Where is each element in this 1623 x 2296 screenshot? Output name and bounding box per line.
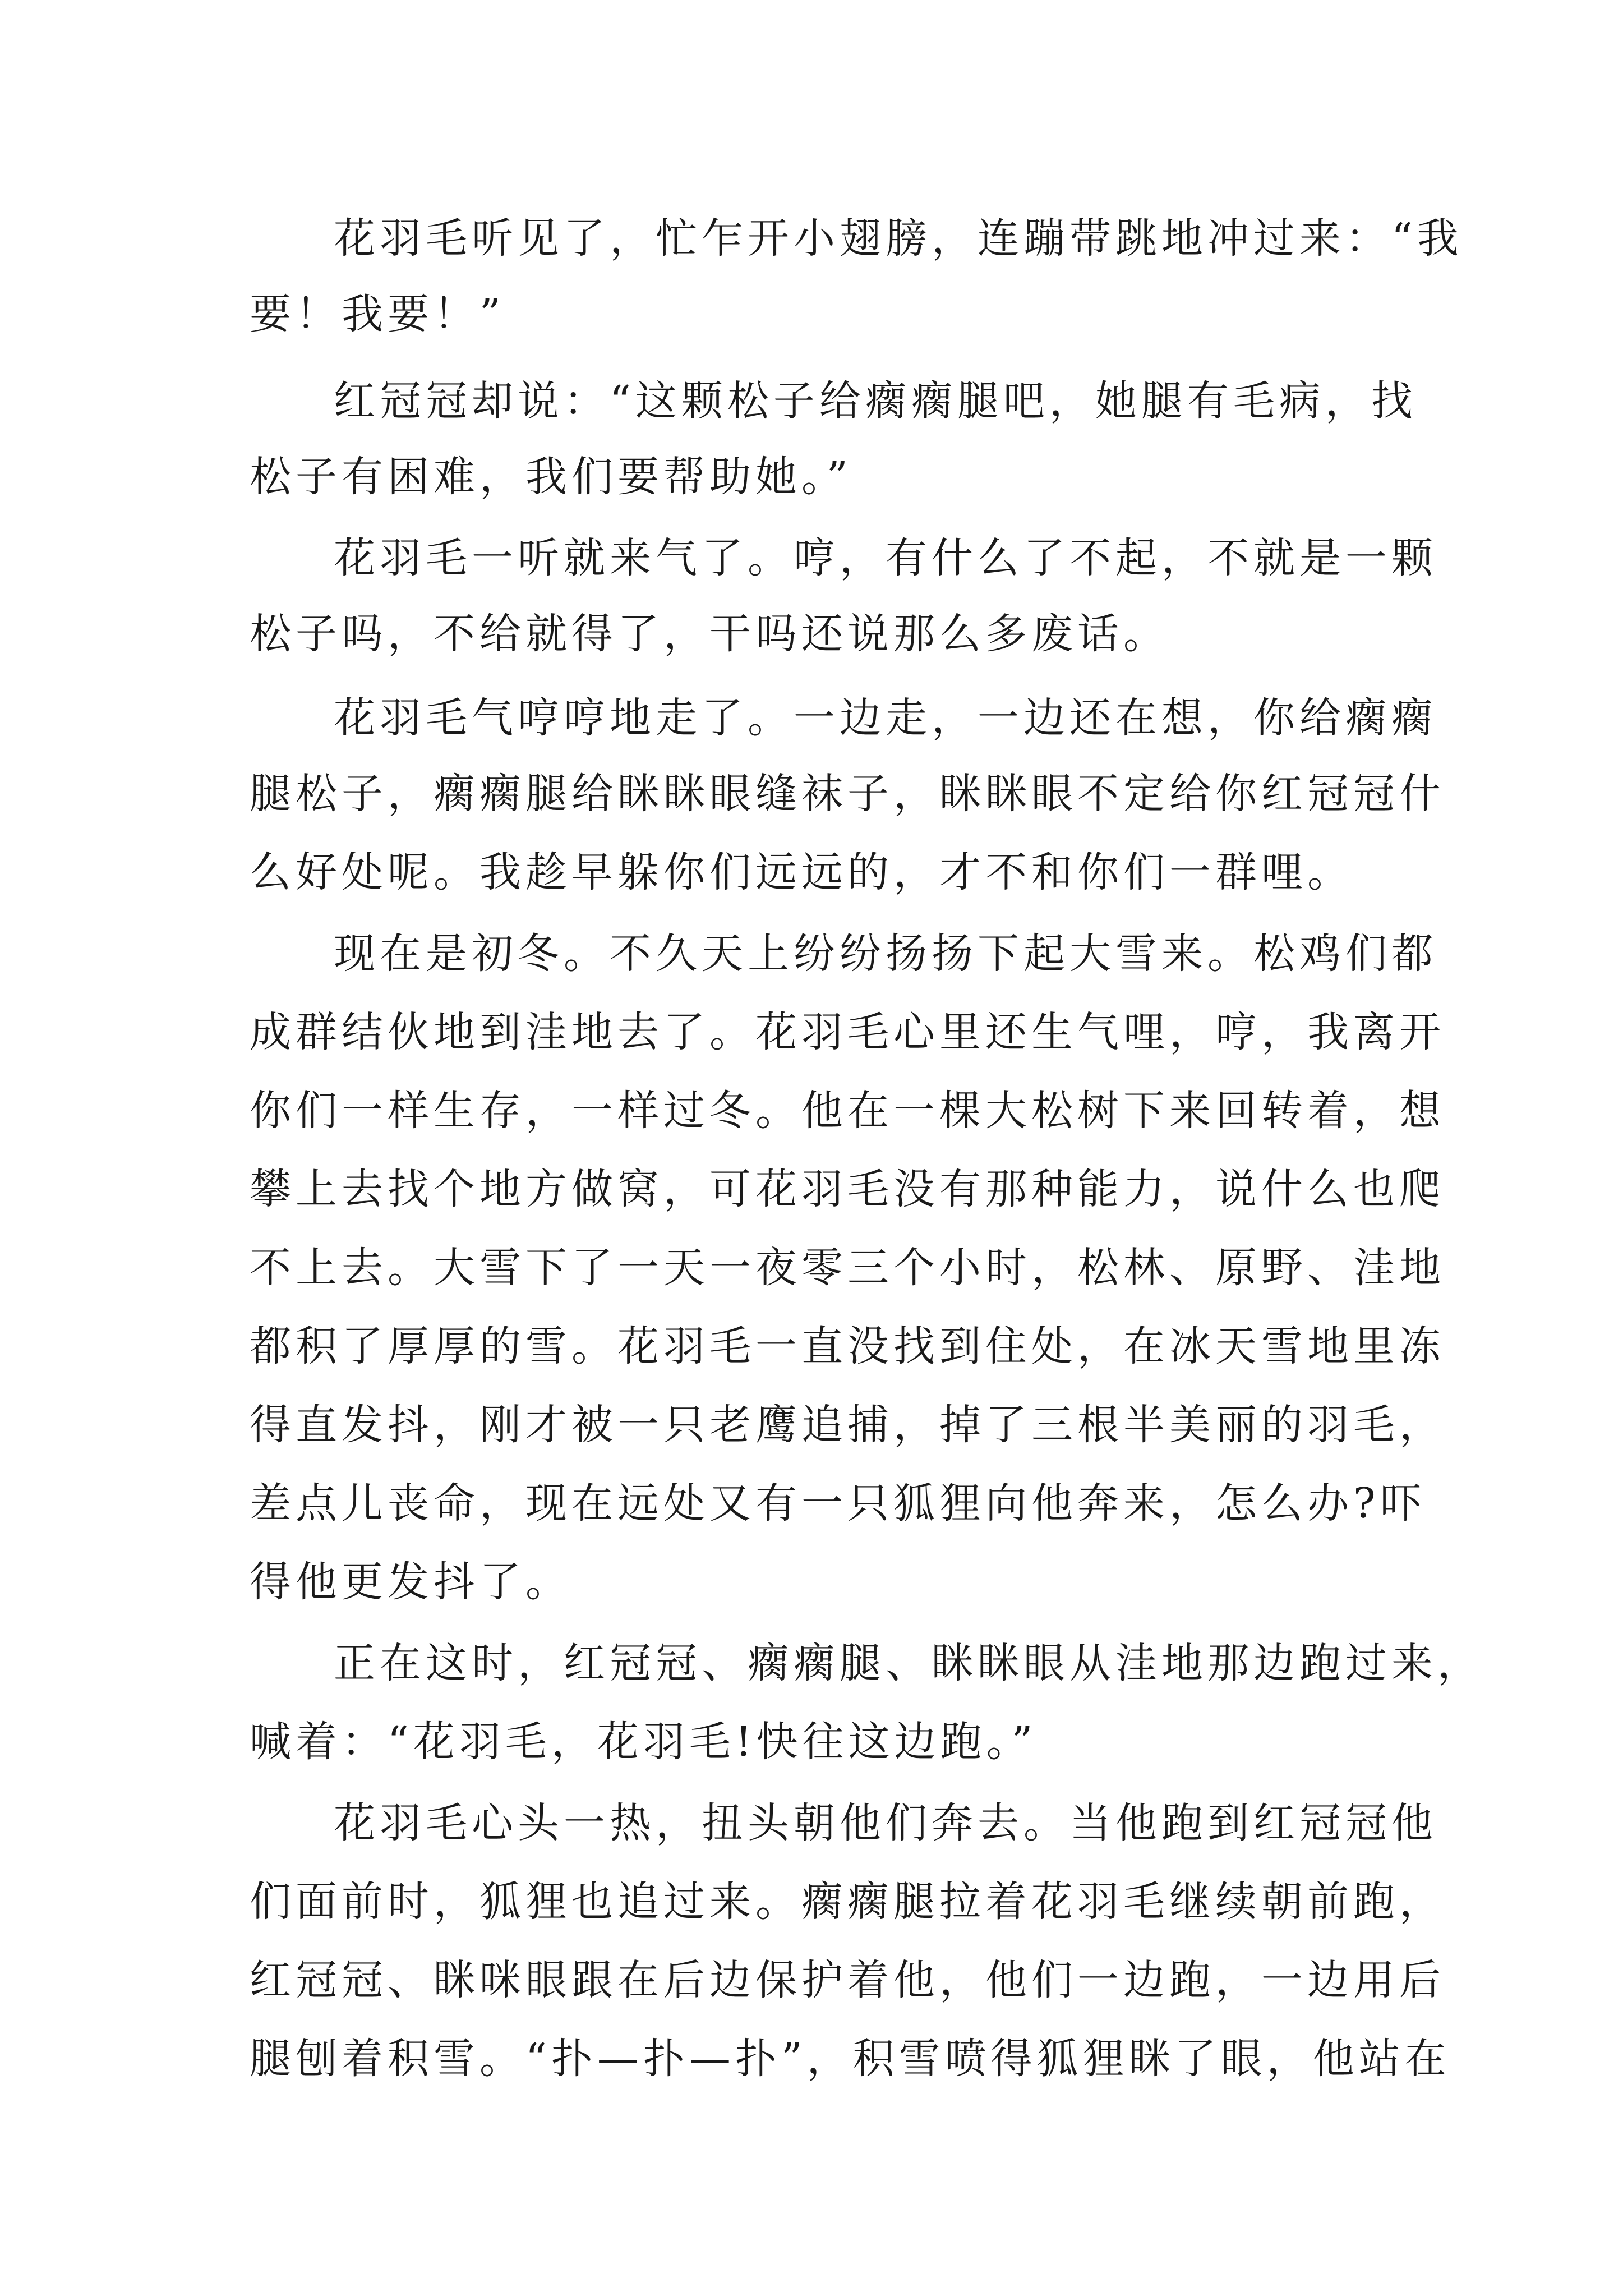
text-line: 差点儿丧命，现在远处又有一只狐狸向他奔来，怎么办?吓 [250,1479,1426,1527]
text-line: 正在这时，红冠冠、瘸瘸腿、眯眯眼从洼地那边跑过来， [334,1639,1483,1687]
text-line: 么好处呢。我趁早躲你们远远的，才不和你们一群哩。 [250,848,1353,896]
text-line: 花羽毛心头一热，扭头朝他们奔去。当他跑到红冠冠他 [334,1799,1437,1847]
text-line: 们面前时，狐狸也追过来。瘸瘸腿拉着花羽毛继续朝前跑， [250,1878,1445,1926]
text-line: 得他更发抖了。 [250,1558,571,1606]
text-line: 红冠冠却说：“这颗松子给瘸瘸腿吧，她腿有毛病，找 [334,377,1417,425]
text-line: 你们一样生存，一样过冬。他在一棵大松树下来回转着，想 [250,1087,1445,1135]
text-line: 成群结伙地到洼地去了。花羽毛心里还生气哩，哼，我离开 [250,1008,1445,1056]
text-line: 花羽毛听见了，忙乍开小翅膀，连蹦带跳地冲过来：“我 [334,214,1463,263]
text-line: 得直发抖，刚才被一只老鹰追捕，掉了三根半美丽的羽毛， [250,1401,1445,1449]
text-line: 不上去。大雪下了一天一夜零三个小时，松林、原野、洼地 [250,1244,1445,1292]
text-line: 喊着：“花羽毛，花羽毛!快往这边跑。” [250,1718,1038,1766]
text-line: 现在是初冬。不久天上纷纷扬扬下起大雪来。松鸡们都 [334,930,1437,978]
text-line: 腿刨着积雪。“扑—扑—扑”，积雪喷得狐狸眯了眼，他站在 [250,2035,1451,2083]
text-line: 攀上去找个地方做窝，可花羽毛没有那种能力，说什么也爬 [250,1165,1445,1213]
text-line: 都积了厚厚的雪。花羽毛一直没找到住处，在冰天雪地里冻 [250,1322,1445,1370]
text-line: 花羽毛气哼哼地走了。一边走，一边还在想，你给瘸瘸 [334,694,1437,742]
text-line: 腿松子，瘸瘸腿给眯眯眼缝袜子，眯眯眼不定给你红冠冠什 [250,770,1445,818]
text-line: 要！我要！” [250,290,505,338]
text-line: 红冠冠、眯咪眼跟在后边保护着他，他们一边跑，一边用后 [250,1956,1445,2004]
text-line: 花羽毛一听就来气了。哼，有什么了不起，不就是一颗 [334,534,1437,582]
text-line: 松子吗，不给就得了，干吗还说那么多废话。 [250,610,1169,658]
text-line: 松子有困难，我们要帮助她。” [250,453,852,501]
